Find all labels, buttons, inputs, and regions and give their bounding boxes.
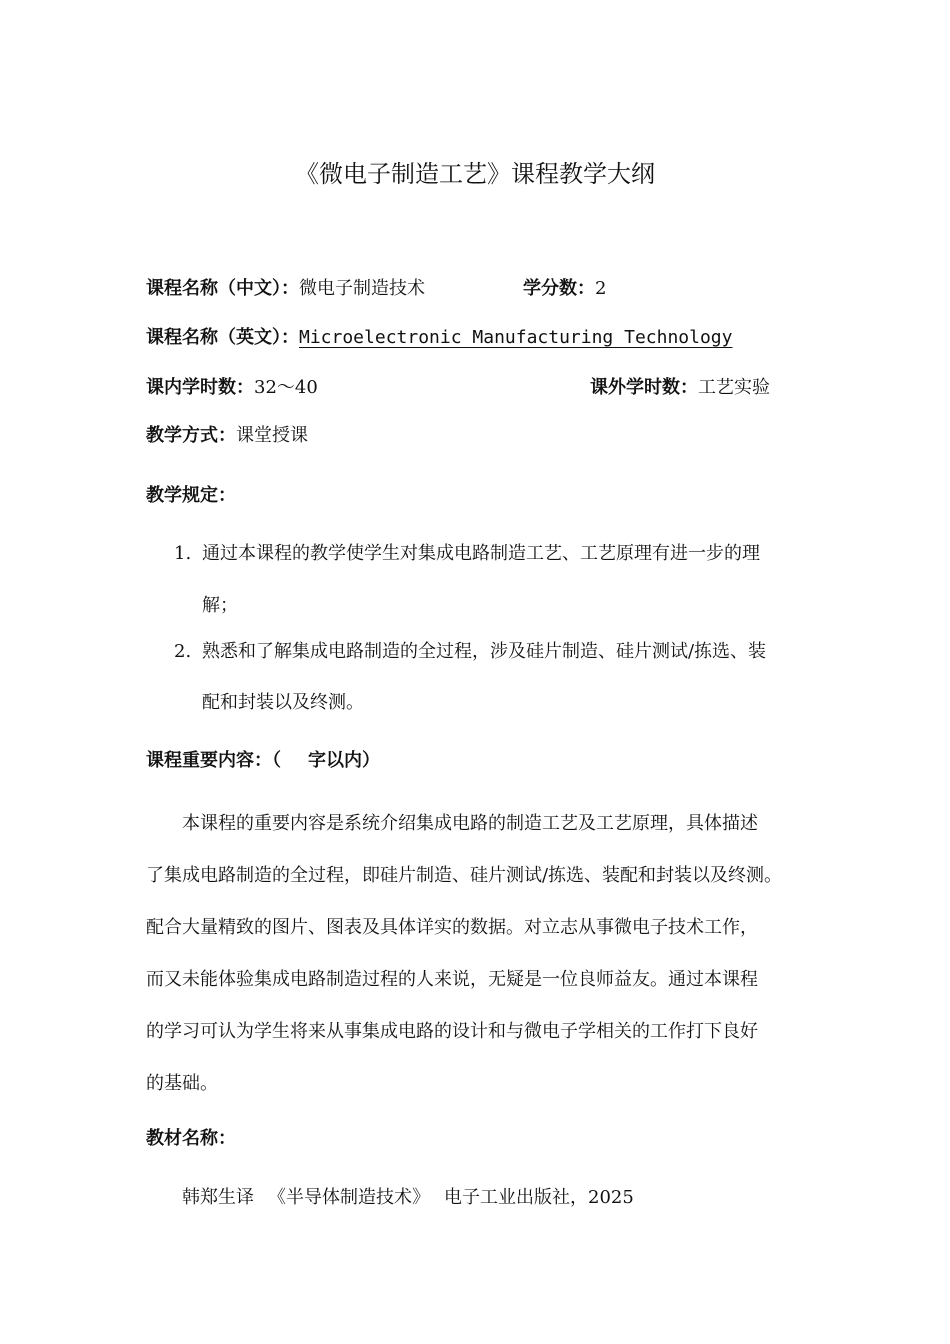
- class-hours-value: 32～40: [254, 377, 318, 398]
- rule-item-2-line1: 熟悉和了解集成电路制造的全过程，涉及硅片制造、硅片测试/拣选、装: [202, 641, 767, 662]
- content-heading-part1: 课程重要内容：（: [146, 750, 281, 771]
- content-line-2: 了集成电路制造的全过程，即硅片制造、硅片测试/拣选、装配和封装以及终测。: [146, 865, 783, 886]
- course-cn-value: 微电子制造技术: [299, 278, 425, 299]
- textbook-entry: [182, 1186, 634, 1210]
- content-line-1: 本课程的重要内容是系统介绍集成电路的制造工艺及工艺原理，具体描述: [182, 813, 758, 834]
- course-en-value: Microelectronic Manufacturing Technology: [299, 327, 733, 348]
- extra-hours-row: [590, 376, 770, 400]
- content-line-6: 的基础。: [146, 1073, 218, 1094]
- teaching-method-label: 教学方式：: [146, 425, 236, 446]
- textbook-publisher: 电子工业出版社，2025: [444, 1187, 634, 1208]
- course-en-label: 课程名称（英文）：: [146, 327, 299, 348]
- textbook-title: 《半导体制造技术》: [268, 1187, 430, 1208]
- credits-row: [523, 277, 606, 301]
- class-hours-label: 课内学时数：: [146, 377, 254, 398]
- class-hours-row: [146, 376, 318, 400]
- content-line-4: 而又未能体验集成电路制造过程的人来说，无疑是一位良师益友。通过本课程: [146, 969, 758, 990]
- course-en-row: [146, 326, 732, 350]
- course-cn-row: [146, 277, 425, 301]
- content-heading: [146, 749, 380, 773]
- extra-hours-value: 工艺实验: [698, 377, 770, 398]
- content-paragraph: [146, 798, 822, 1110]
- rule-item-1-line2: 解；: [202, 595, 238, 616]
- course-cn-label: 课程名称（中文）：: [146, 278, 299, 299]
- textbook-heading: 教材名称：: [146, 1128, 236, 1149]
- page-title: 《微电子制造工艺》课程教学大纲: [295, 160, 655, 188]
- teaching-method-value: 课堂授课: [236, 425, 308, 446]
- content-line-3: 配合大量精致的图片、图表及具体详实的数据。对立志从事微电子技术工作，: [146, 917, 758, 938]
- content-heading-part2: 字以内）: [308, 750, 380, 771]
- textbook-translator: 韩郑生译: [182, 1187, 254, 1208]
- rule-item-2-number: 2.: [174, 641, 192, 662]
- extra-hours-label: 课外学时数：: [590, 377, 698, 398]
- rule-item-1-line1: 通过本课程的教学使学生对集成电路制造工艺、工艺原理有进一步的理: [202, 543, 760, 564]
- teaching-method-row: [146, 424, 308, 448]
- credits-label: 学分数：: [523, 278, 595, 299]
- rules-heading: 教学规定：: [146, 485, 236, 506]
- content-line-5: 的学习可认为学生将来从事集成电路的设计和与微电子学相关的工作打下良好: [146, 1021, 758, 1042]
- rule-item-1-number: 1.: [174, 543, 192, 564]
- rule-item-2-line2: 配和封装以及终测。: [202, 692, 364, 713]
- credits-value: 2: [595, 278, 607, 299]
